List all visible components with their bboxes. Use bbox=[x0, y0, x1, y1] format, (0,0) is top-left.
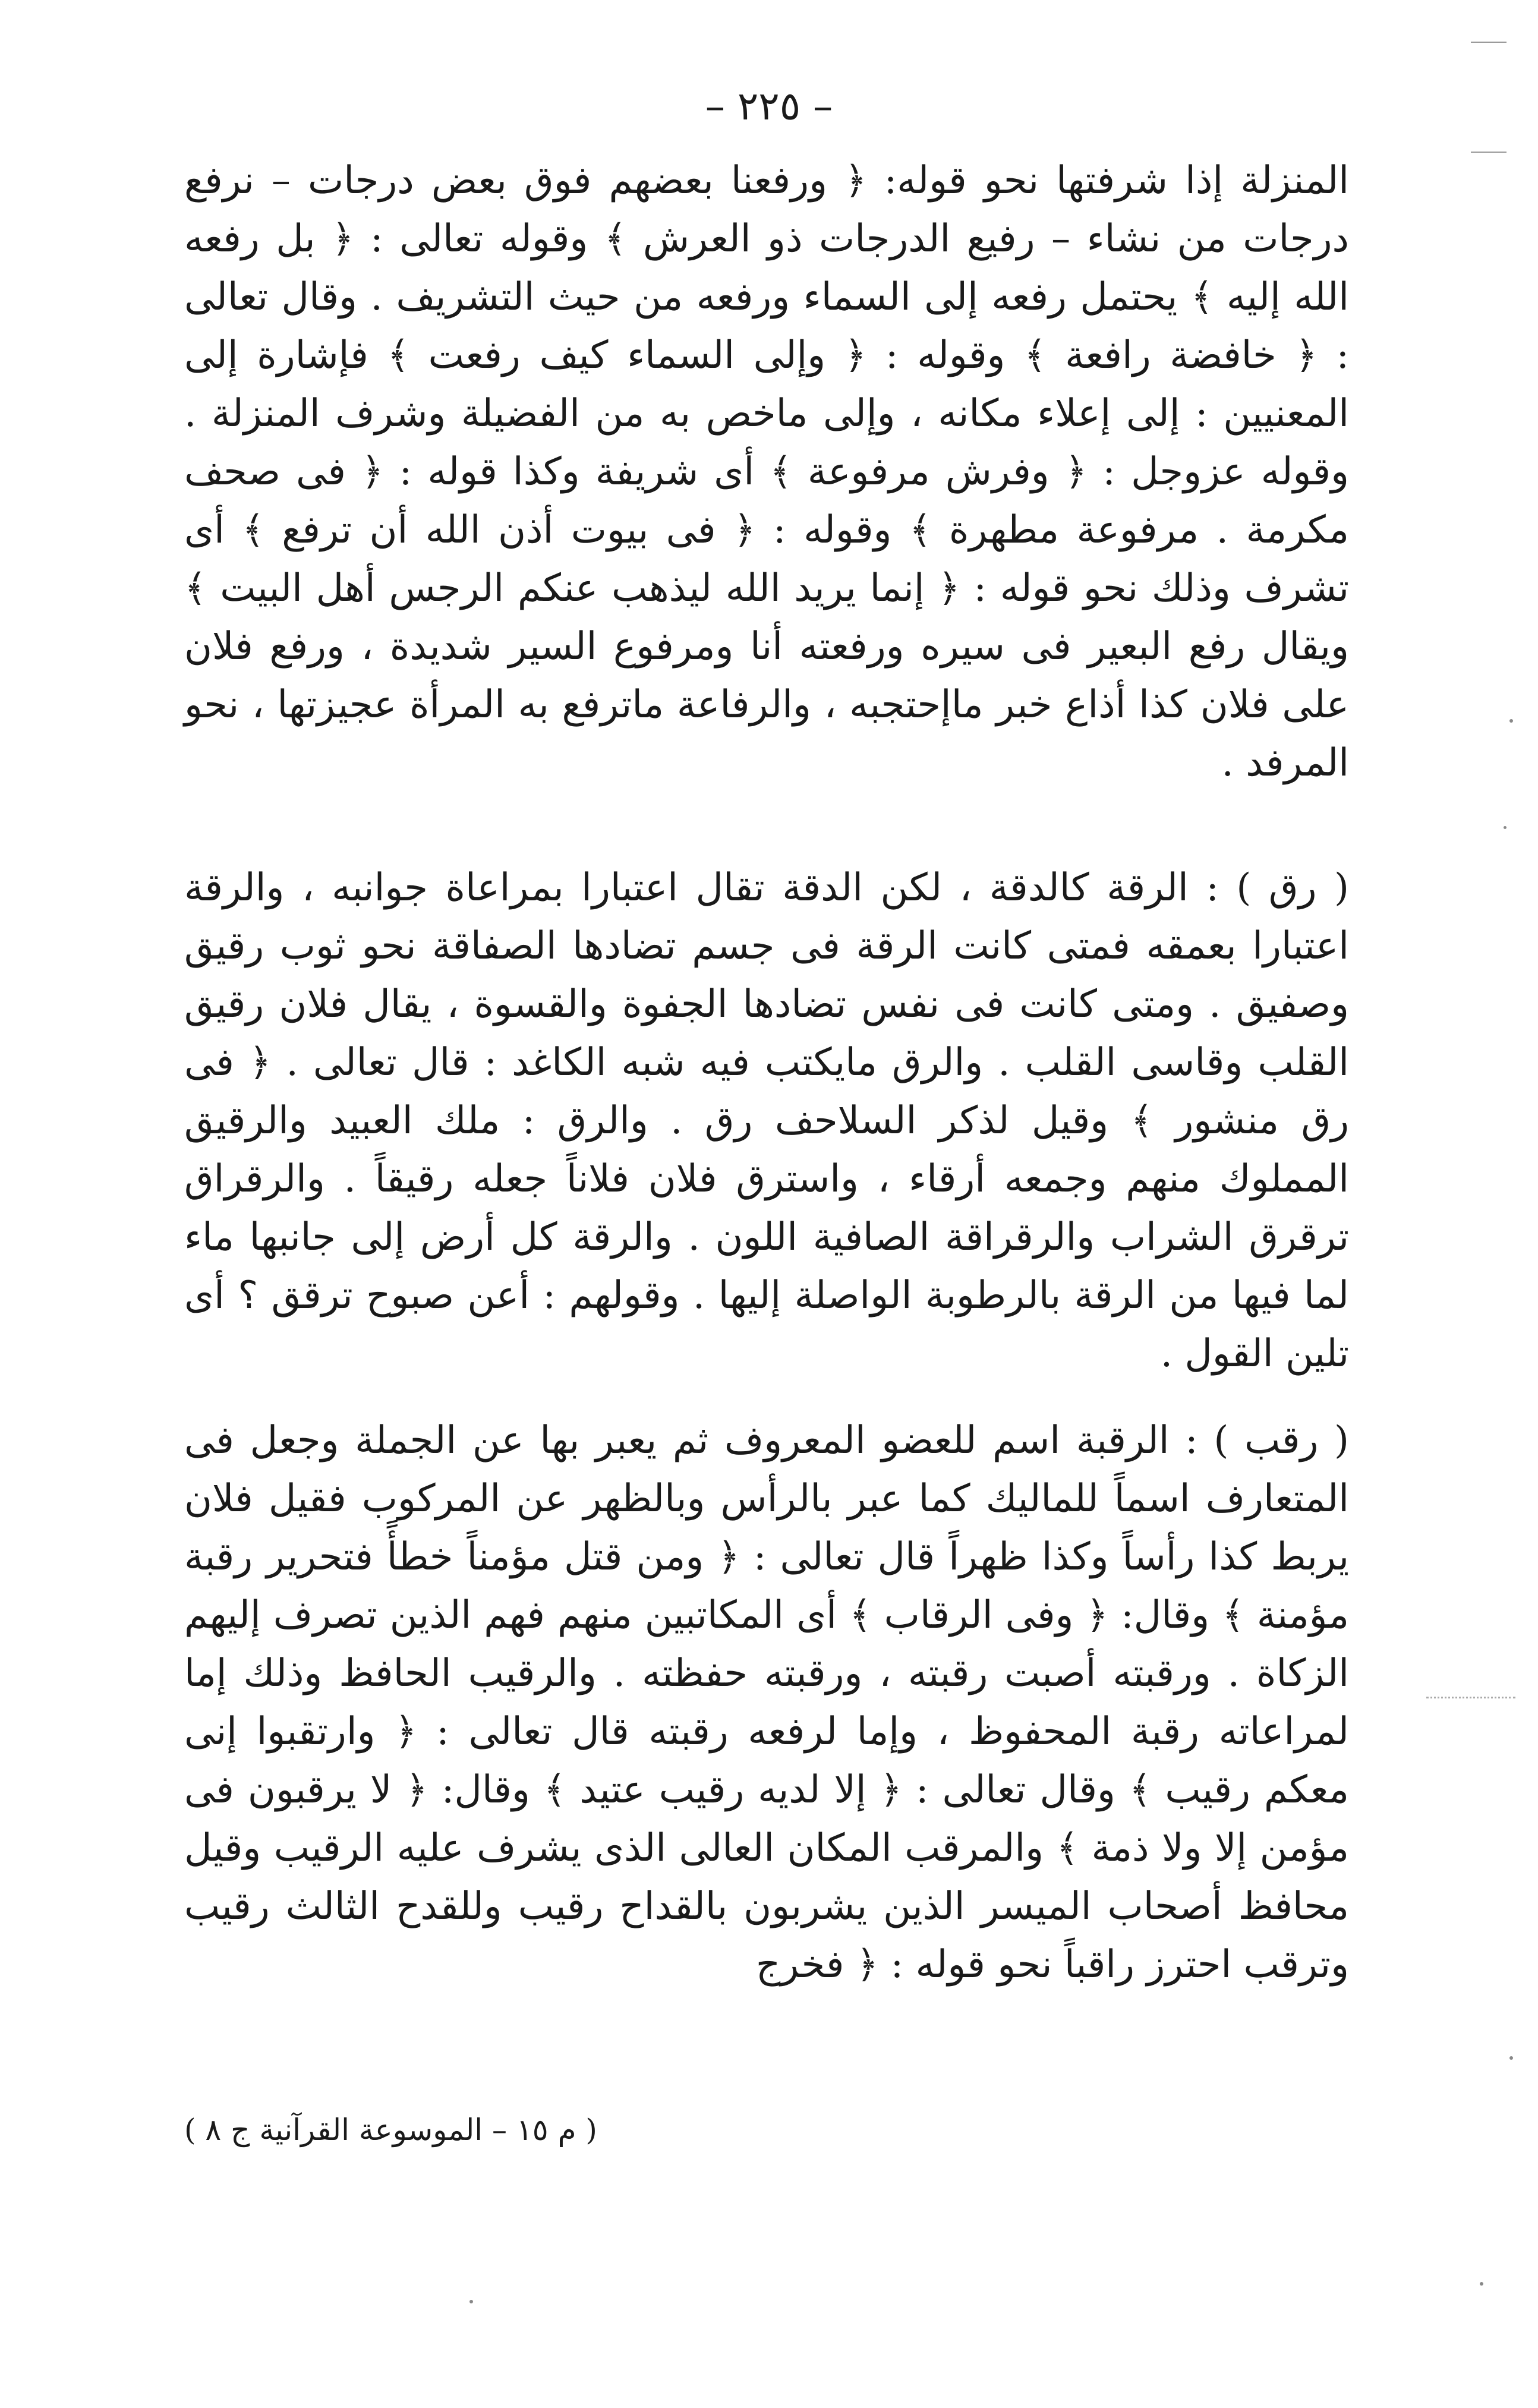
scan-speck bbox=[1509, 2056, 1513, 2060]
paragraph-text: ( رق ) : الرقة كالدقة ، لكن الدقة تقال اعتبارا بمراعاة جوانبه ، والرقة اعتبارا بعمقه فمتى كانت الرقة فى جسم تضادها الصفاقة نحو ثوب رقيق وصفيق . ومتى كانت فى نفس تضادها الجفوة والقسوة ، يقال فلان رقيق القلب وقاسى القلب . والرق مايكتب فيه شبه الكاغد : قال تعالى . ﴿ فى رق منشور ﴾ وقيل لذكر السلاحف رق . والرق : ملك العبيد والرقيق المملوك منهم وجمعه أرقاء ، واسترق فلان فلاناً جعله رقيقاً . والرقراق ترقرق الشراب والرقراقة الصافية اللون . والرقة كل أرض إلى جانبها ماء لما فيها من الرقة بالرطوبة الواصلة إليها . وقولهم : أعن صبوح ترقق ؟ أى تلين القول . bbox=[184, 866, 1350, 1376]
scan-mark bbox=[1471, 42, 1507, 43]
paragraph-rafa bbox=[184, 152, 1349, 792]
page-number: – ٢٢٥ – bbox=[705, 83, 833, 129]
scan-speck bbox=[1480, 2282, 1483, 2286]
scan-speck bbox=[469, 2300, 473, 2303]
paragraph-raqq bbox=[184, 859, 1349, 1383]
scan-mark bbox=[1471, 152, 1507, 153]
scan-speck bbox=[1504, 826, 1507, 829]
paragraph-raqab bbox=[184, 1411, 1349, 1994]
footer-reference: ( م ١٥ – الموسوعة القرآنية ج ٨ ) bbox=[184, 2113, 597, 2147]
scan-dots bbox=[1426, 1697, 1515, 1700]
paragraph-text: ( رقب ) : الرقبة اسم للعضو المعروف ثم يعبر بها عن الجملة وجعل فى المتعارف اسماً للماليك كما عبر بالرأس وبالظهر عن المركوب فقيل فلان يربط كذا رأساً وكذا ظهراً قال تعالى : ﴿ ومن قتل مؤمناً خطأً فتحرير رقبة مؤمنة ﴾ وقال: ﴿ وفى الرقاب ﴾ أى المكاتبين منهم فهم الذين تصرف إليهم الزكاة . ورقبته أصبت رقبته ، ورقبته حفظته . والرقيب الحافظ وذلك إما لمراعاته رقبة المحفوظ ، وإما لرفعه رقبته قال تعالى : ﴿ وارتقبوا إنى معكم رقيب ﴾ وقال تعالى : ﴿ إلا لديه رقيب عتيد ﴾ وقال: ﴿ لا يرقبون فى مؤمن إلا ولا ذمة ﴾ والمرقب المكان العالى الذى يشرف عليه الرقيب وقيل محافظ أصحاب الميسر الذين يشربون بالقداح رقيب وللقدح الثالث رقيب وترقب احترز راقباً نحو قوله : ﴿ فخرج bbox=[184, 1419, 1350, 1987]
scan-speck bbox=[1509, 719, 1513, 723]
paragraph-text: المنزلة إذا شرفتها نحو قوله: ﴿ ورفعنا بعضهم فوق بعض درجات – نرفع درجات من نشاء – رفيع الدرجات ذو العرش ﴾ وقوله تعالى : ﴿ بل رفعه الله إليه ﴾ يحتمل رفعه إلى السماء ورفعه من حيث التشريف . وقال تعالى : ﴿ خافضة رافعة ﴾ وقوله : ﴿ وإلى السماء كيف رفعت ﴾ فإشارة إلى المعنيين : إلى إعلاء مكانه ، وإلى ماخص به من الفضيلة وشرف المنزلة . وقوله عزوجل : ﴿ وفرش مرفوعة ﴾ أى شريفة وكذا قوله : ﴿ فى صحف مكرمة . مرفوعة مطهرة ﴾ وقوله : ﴿ فى بيوت أذن الله أن ترفع ﴾ أى تشرف وذلك نحو قوله : ﴿ إنما يريد الله ليذهب عنكم الرجس أهل البيت ﴾ ويقال رفع البعير فى سيره ورفعته أنا ومرفوع السير شديدة ، ورفع فلان على فلان كذا أذاع خبر ماإحتجبه ، والرفاعة ماترفع به المرأة عجيزتها ، نحو المرفد . bbox=[184, 159, 1350, 785]
